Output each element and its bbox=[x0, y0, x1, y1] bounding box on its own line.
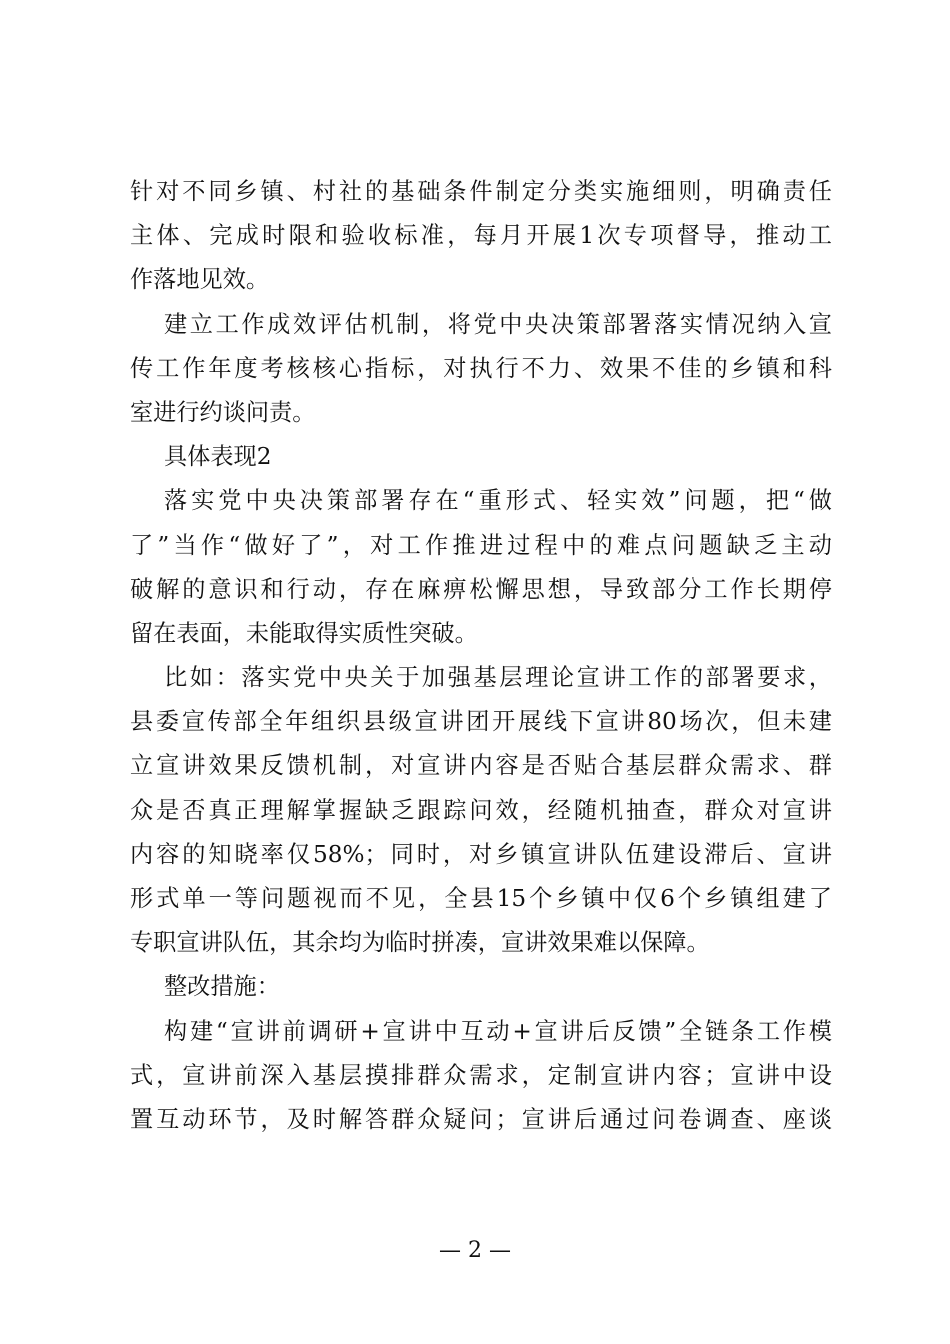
text-line: 形式单一等问题视而不见，全县15个乡镇中仅6个乡镇组建了 bbox=[130, 885, 832, 912]
text-line: 了”当作“做好了”，对工作推进过程中的难点问题缺乏主动 bbox=[130, 531, 832, 559]
document-body bbox=[130, 170, 832, 1142]
text-line: 比如：落实党中央关于加强基层理论宣讲工作的部署要求， bbox=[164, 664, 832, 692]
text-line: 内容的知晓率仅58%；同时，对乡镇宣讲队伍建设滞后、宣讲 bbox=[130, 840, 832, 868]
text-line: 众是否真正理解掌握缺乏跟踪问效，经随机抽查，群众对宣讲 bbox=[130, 796, 832, 824]
text-line: 置互动环节，及时解答群众疑问；宣讲后通过问卷调查、座谈 bbox=[130, 1105, 832, 1133]
text-line: 作落地见效。 bbox=[130, 266, 270, 294]
text-line: 主体、完成时限和验收标准，每月开展1次专项督导，推动工 bbox=[130, 222, 832, 250]
text-line: 室进行约谈问责。 bbox=[130, 398, 316, 426]
text-line: 落实党中央决策部署存在“重形式、轻实效”问题，把“做 bbox=[164, 487, 832, 515]
text-line: 式，宣讲前深入基层摸排群众需求，定制宣讲内容；宣讲中设 bbox=[130, 1061, 832, 1089]
page-number: — 2 — bbox=[439, 1238, 511, 1263]
text-line: 建立工作成效评估机制，将党中央决策部署落实情况纳入宣 bbox=[164, 310, 832, 338]
text-line: 县委宣传部全年组织县级宣讲团开展线下宣讲80场次，但未建 bbox=[130, 708, 832, 736]
text-line: 构建“宣讲前调研+宣讲中互动+宣讲后反馈”全链条工作模 bbox=[164, 1017, 832, 1045]
text-line: 传工作年度考核核心指标，对执行不力、效果不佳的乡镇和科 bbox=[130, 354, 832, 382]
text-line: 立宣讲效果反馈机制，对宣讲内容是否贴合基层群众需求、群 bbox=[130, 752, 832, 780]
text-line: 专职宣讲队伍，其余均为临时拼凑，宣讲效果难以保障。 bbox=[130, 929, 710, 957]
text-line: 整改措施： bbox=[164, 973, 280, 1001]
text-line: 留在表面，未能取得实质性突破。 bbox=[130, 619, 478, 647]
text-line: 破解的意识和行动，存在麻痹松懈思想，导致部分工作长期停 bbox=[130, 575, 832, 603]
text-line: 具体表现2 bbox=[164, 443, 272, 471]
text-line: 针对不同乡镇、村社的基础条件制定分类实施细则，明确责任 bbox=[130, 178, 832, 205]
